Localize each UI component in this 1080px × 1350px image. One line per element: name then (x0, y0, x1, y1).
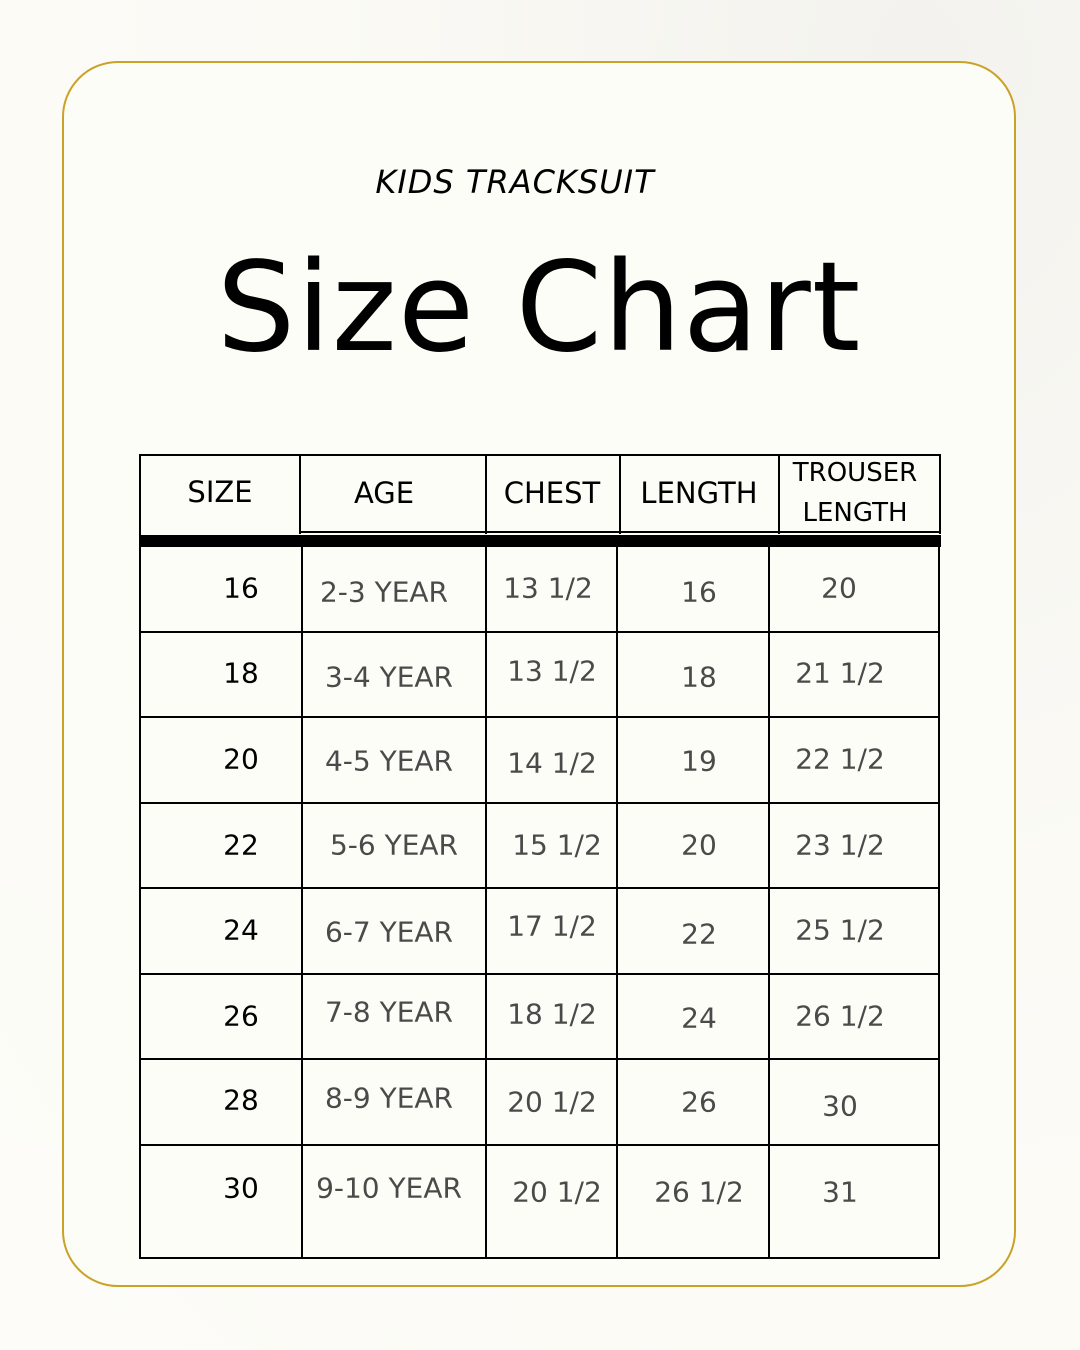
row-6-length: 24 (681, 1001, 717, 1035)
row-3-size: 20 (223, 742, 259, 776)
row-separator-6 (139, 1058, 940, 1060)
header-divider-2 (485, 454, 487, 534)
row-1-length: 16 (681, 575, 717, 609)
header-age: AGE (353, 476, 415, 510)
header-chest: CHEST (503, 476, 601, 510)
row-1-trouser: 20 (821, 571, 857, 605)
row-4-size: 22 (223, 828, 259, 862)
header-divider-3 (619, 454, 621, 534)
body-divider-2 (485, 547, 487, 1259)
row-1-age: 2-3 YEAR (319, 575, 449, 609)
row-5-length: 22 (681, 917, 717, 951)
row-6-trouser: 26 1/2 (795, 999, 885, 1033)
row-7-size: 28 (223, 1083, 259, 1117)
header-trouser-line-2: LENGTH (802, 498, 908, 528)
row-1-size: 16 (223, 571, 259, 605)
row-8-age: 9-10 YEAR (316, 1171, 462, 1205)
row-3-age: 4-5 YEAR (324, 744, 454, 778)
row-5-chest: 17 1/2 (507, 909, 597, 943)
table-right-border (939, 454, 941, 534)
row-separator-5 (139, 973, 940, 975)
row-2-age: 3-4 YEAR (324, 660, 454, 694)
row-2-size: 18 (223, 656, 259, 690)
row-4-length: 20 (681, 828, 717, 862)
table-left-border (139, 454, 141, 1259)
row-3-length: 19 (681, 744, 717, 778)
table-bottom-border (139, 1257, 940, 1259)
row-separator-4 (139, 887, 940, 889)
row-7-trouser: 30 (822, 1089, 858, 1123)
body-divider-3 (616, 547, 618, 1259)
row-7-length: 26 (681, 1085, 717, 1119)
row-6-age: 7-8 YEAR (324, 995, 454, 1029)
row-5-age: 6-7 YEAR (324, 915, 454, 949)
row-8-size: 30 (223, 1171, 259, 1205)
header-divider-1 (299, 454, 301, 534)
header-length: LENGTH (640, 476, 758, 510)
subtitle: KIDS TRACKSUIT (375, 163, 655, 201)
table-top-border (139, 454, 941, 456)
row-6-size: 26 (223, 999, 259, 1033)
row-7-chest: 20 1/2 (507, 1085, 597, 1119)
row-7-age: 8-9 YEAR (324, 1081, 454, 1115)
header-divider-4 (778, 454, 780, 534)
row-4-age: 5-6 YEAR (329, 828, 459, 862)
row-5-size: 24 (223, 913, 259, 947)
body-divider-1 (301, 547, 303, 1259)
row-separator-3 (139, 802, 940, 804)
header-trouser-length (793, 453, 917, 533)
row-separator-7 (139, 1144, 940, 1146)
body-divider-4 (768, 547, 770, 1259)
page-title: Size Chart (216, 236, 862, 380)
body-right-border (938, 547, 940, 1259)
row-2-trouser: 21 1/2 (795, 656, 885, 690)
row-3-chest: 14 1/2 (507, 746, 597, 780)
row-8-length: 26 1/2 (654, 1175, 744, 1209)
header-size: SIZE (187, 475, 253, 509)
row-5-trouser: 25 1/2 (795, 913, 885, 947)
row-8-trouser: 31 (822, 1175, 858, 1209)
row-1-chest: 13 1/2 (503, 571, 593, 605)
header-trouser-line-1: TROUSER (792, 458, 918, 488)
row-4-trouser: 23 1/2 (795, 828, 885, 862)
row-2-chest: 13 1/2 (507, 654, 597, 688)
size-table (139, 454, 941, 1259)
row-2-length: 18 (681, 660, 717, 694)
header-separator (139, 535, 941, 547)
row-separator-1 (139, 631, 940, 633)
row-8-chest: 20 1/2 (512, 1175, 602, 1209)
row-4-chest: 15 1/2 (512, 828, 602, 862)
row-separator-2 (139, 716, 940, 718)
row-3-trouser: 22 1/2 (795, 742, 885, 776)
row-6-chest: 18 1/2 (507, 997, 597, 1031)
